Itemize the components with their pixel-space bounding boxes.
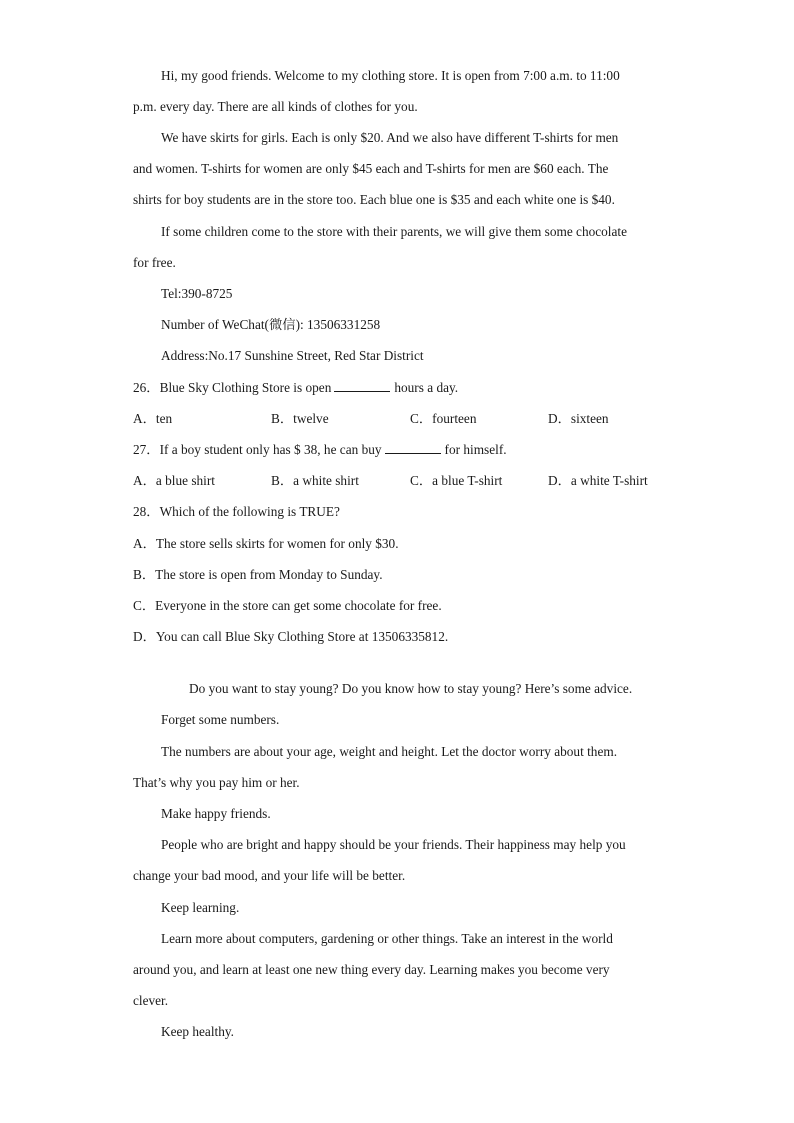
question-26-stem-before: 26．Blue Sky Clothing Store is open <box>133 380 332 395</box>
question-27-option-d: D．a white T-shirt <box>548 473 648 488</box>
answer-blank <box>385 441 441 454</box>
article-text-3-line-1: Learn more about computers, gardening or other things. Take an interest in the world <box>161 931 613 946</box>
article-text-3-line-3: clever. <box>133 993 169 1008</box>
question-27-stem-after: for himself. <box>444 442 507 457</box>
article-text-1-line-2: That’s why you pay him or her. <box>133 775 300 790</box>
question-28-option-a: A．The store sells skirts for women for only $30. <box>133 536 399 551</box>
question-28-stem: 28．Which of the following is TRUE? <box>133 504 340 519</box>
ad-paragraph-2-line-2: and women. T-shirts for women are only $45 each and T-shirts for men are $60 each. The <box>133 161 609 176</box>
article-text-3-line-2: around you, and learn at least one new thing every day. Learning makes you become very <box>133 962 610 977</box>
ad-tel: Tel:390-8725 <box>161 286 233 301</box>
ad-paragraph-1-line-2: p.m. every day. There are all kinds of clothes for you. <box>133 99 418 114</box>
article-intro: Do you want to stay young? Do you know how to stay young? Here’s some advice. <box>189 681 633 696</box>
question-28-option-d: D．You can call Blue Sky Clothing Store at 13506335812. <box>133 629 449 644</box>
question-26-option-c: C．fourteen <box>410 411 477 426</box>
article-text-2-line-2: change your bad mood, and your life will be better. <box>133 868 406 883</box>
question-27-option-c: C．a blue T-shirt <box>410 473 503 488</box>
ad-paragraph-2-line-3: shirts for boy students are in the store too. Each blue one is $35 and each white one is $40. <box>133 192 615 207</box>
ad-address: Address:No.17 Sunshine Street, Red Star District <box>161 348 424 363</box>
ad-paragraph-3-line-1: If some children come to the store with their parents, we will give them some chocolate <box>161 224 627 239</box>
question-27-stem-before: 27．If a boy student only has $ 38, he can buy <box>133 442 382 457</box>
article-text-2-line-1: People who are bright and happy should be your friends. Their happiness may help you <box>161 837 626 852</box>
ad-wechat: Number of WeChat(微信): 13506331258 <box>161 317 381 332</box>
question-27-stem <box>133 441 673 459</box>
article-heading-1: Forget some numbers. <box>161 712 280 727</box>
question-26-option-a: A．ten <box>133 411 173 426</box>
ad-paragraph-3-line-2: for free. <box>133 255 176 270</box>
question-28-option-b: B．The store is open from Monday to Sunday. <box>133 567 383 582</box>
question-27-option-b: B．a white shirt <box>271 473 359 488</box>
article-text-1-line-1: The numbers are about your age, weight and height. Let the doctor worry about them. <box>161 744 618 759</box>
question-27-option-a: A．a blue shirt <box>133 473 215 488</box>
question-26-stem-after: hours a day. <box>394 380 459 395</box>
question-28-option-c: C．Everyone in the store can get some chocolate for free. <box>133 598 442 613</box>
ad-paragraph-1-line-1: Hi, my good friends. Welcome to my clothing store. It is open from 7:00 a.m. to 11:00 <box>161 68 620 83</box>
article-heading-3: Keep learning. <box>161 900 240 915</box>
question-26-stem <box>133 379 673 397</box>
article-heading-4: Keep healthy. <box>161 1024 234 1039</box>
question-26-option-d: D．sixteen <box>548 411 609 426</box>
answer-blank <box>334 379 390 392</box>
ad-paragraph-2-line-1: We have skirts for girls. Each is only $20. And we also have different T-shirts for men <box>161 130 619 145</box>
question-26-option-b: B．twelve <box>271 411 329 426</box>
article-heading-2: Make happy friends. <box>161 806 271 821</box>
